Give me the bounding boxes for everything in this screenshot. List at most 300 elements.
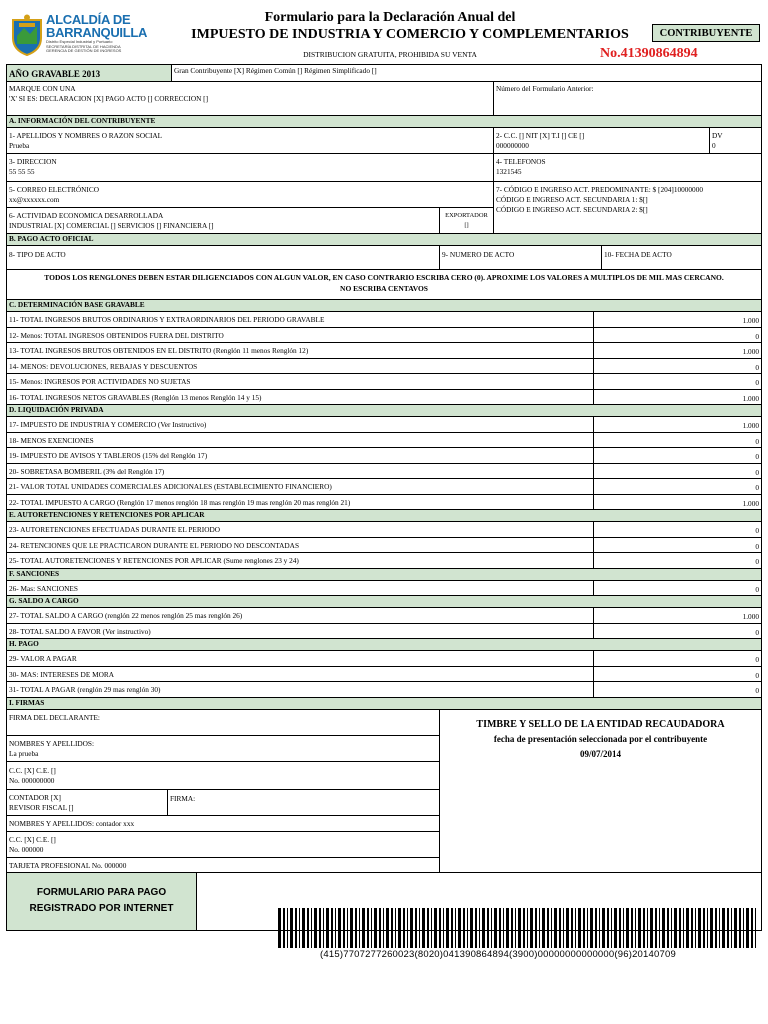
act-type: 8- TIPO DE ACTO: [9, 250, 66, 259]
exporter-value: []: [464, 222, 469, 229]
line-item-label: 11- TOTAL INGRESOS BRUTOS ORDINARIOS Y EXTRAORDINARIOS DEL PERIODO GRAVABLE: [9, 315, 325, 324]
line-item-value-cell: [593, 495, 761, 510]
barcode-bar: [667, 908, 669, 948]
barcode-bar: [554, 908, 557, 948]
secondary-activity-code-2: CÓDIGO E INGRESO ACT. SECUNDARIA 2: $[]: [496, 205, 648, 214]
regimen-options: Gran Contribuyente [X] Régimen Común [] Régimen Simplificado []: [171, 65, 761, 81]
id-value: 000000000: [496, 141, 529, 150]
instructions-notice: [6, 270, 762, 300]
address-phone-row: [6, 154, 762, 182]
barcode-bar: [539, 908, 540, 948]
distribution-notice: DISTRIBUCION GRATUITA, PROHIBIDA SU VENTA: [303, 50, 477, 59]
declaration-type: [7, 82, 493, 115]
accountant-role: [7, 790, 167, 816]
declaration-options: 'X' SI ES: DECLARACION [X] PAGO ACTO [] CORRECCION []: [9, 94, 209, 103]
barcode-bar: [326, 908, 329, 948]
accountant-id-number: No. 000000: [9, 844, 44, 854]
verification-digit: [709, 128, 761, 153]
accountant-id: [7, 832, 439, 858]
line-item-value-cell: [593, 343, 761, 358]
internet-payment-box: [7, 873, 197, 930]
declarant-name: [7, 736, 439, 762]
barcode-bar: [695, 908, 696, 948]
barcode-bar: [470, 908, 473, 948]
line-item-value-cell: [593, 682, 761, 697]
barcode-bar: [391, 908, 393, 948]
barcode-bar: [323, 908, 324, 948]
id-label: 2- C.C. [] NIT [X] T.I [] CE []: [496, 131, 585, 140]
barcode-bar: [403, 908, 405, 948]
barcode-bar: [727, 908, 729, 948]
dv-value: 0: [712, 141, 716, 150]
professional-card: TARJETA PROFESIONAL No. 000000: [9, 860, 127, 870]
barcode-number: (415)7707277260023(8020)041390864894(3900)00000000000000(96)20140709: [320, 949, 676, 960]
barcode-bar: [482, 908, 485, 948]
barcode-bar: [299, 908, 300, 948]
line-item-value-cell: [593, 417, 761, 432]
barcode-bar: [623, 908, 624, 948]
barcode-bar: [283, 908, 285, 948]
barcode-bar: [655, 908, 657, 948]
barcode-bar: [674, 908, 677, 948]
barcode-bar: [407, 908, 408, 948]
name-label: 1- APELLIDOS Y NOMBRES O RAZON SOCIAL: [9, 131, 163, 140]
section-d-rows: [6, 417, 762, 510]
line-item-label: 24- RETENCIONES QUE LE PRACTICARON DURANTE EL PERIODO NO DESCONTADAS: [9, 540, 300, 550]
barcode-bar: [491, 908, 492, 948]
line-item-value: 0: [755, 557, 759, 566]
line-item-value-cell: [593, 538, 761, 553]
barcode-bar: [715, 908, 717, 948]
barcode-bar: [698, 908, 701, 948]
internet-payment-line2: REGISTRADO POR INTERNET: [29, 902, 174, 914]
phone-label: 4- TELEFONOS: [496, 157, 546, 166]
barcode-bar: [410, 908, 413, 948]
activity-label: 6- ACTIVIDAD ECONOMICA DESARROLLADA: [9, 211, 164, 220]
line-item-value: 0: [755, 627, 759, 637]
line-item-row: [6, 328, 762, 344]
barcode-bar: [331, 908, 333, 948]
barcode-bar: [683, 908, 684, 948]
line-item-value-cell: [593, 522, 761, 537]
line-item-row: [6, 343, 762, 359]
barcode-bar: [427, 908, 429, 948]
line-item-value: 0: [755, 467, 759, 477]
line-item-value: 0: [755, 483, 759, 492]
barcode-bar: [487, 908, 489, 948]
barcode-bar: [278, 908, 281, 948]
form-number: No.41390864894: [600, 46, 698, 61]
line-item-label: 28- TOTAL SALDO A FAVOR (Ver instructivo): [9, 626, 151, 636]
barcode-bar: [679, 908, 681, 948]
barcode-bar: [566, 908, 569, 948]
line-item-label: 26- Mas: SANCIONES: [9, 583, 78, 593]
line-item-label: 30- MAS: INTERESES DE MORA: [9, 669, 114, 679]
barcode-bar: [319, 908, 321, 948]
barcode-bar: [367, 908, 369, 948]
email-label: 5- CORREO ELECTRÓNICO: [9, 185, 99, 194]
barcode-bar: [734, 908, 737, 948]
address: [7, 154, 493, 181]
stamp-subtitle: fecha de presentación seleccionada por el contribuyente: [493, 733, 708, 744]
line-item-value-cell: [593, 667, 761, 682]
line-item-row: [6, 374, 762, 390]
barcode-icon: [278, 908, 762, 948]
contribuyente-badge: CONTRIBUYENTE: [652, 24, 760, 42]
accountant-id-type: C.C. [X] C.E. []: [9, 834, 56, 844]
logo-subtitle-3: GERENCIA DE GESTIÓN DE INGRESOS: [46, 48, 122, 54]
section-i-header: I. FIRMAS: [6, 698, 762, 710]
line-item-value-cell: [593, 464, 761, 479]
barcode-bar: [383, 908, 384, 948]
section-h-rows: [6, 651, 762, 698]
email-value: xx@xxxxxx.com: [9, 195, 60, 204]
line-item-label: 27- TOTAL SALDO A CARGO (renglón 22 menos renglón 25 mas renglón 26): [9, 611, 243, 620]
barcode-bar: [463, 908, 465, 948]
barcode-bar: [587, 908, 588, 948]
barcode-bar: [635, 908, 636, 948]
form-title-line1: Formulario para la Declaración Anual del: [264, 10, 516, 25]
line-item-value: 0: [755, 541, 759, 551]
main-activity-code: 7- CÓDIGO E INGRESO ACT. PREDOMINANTE: $ [204]10000000: [496, 185, 704, 194]
barcode-bar: [343, 908, 345, 948]
line-item-value: 1.000: [742, 612, 759, 621]
barcode-bar: [395, 908, 396, 948]
barcode-bar: [451, 908, 453, 948]
barcode-bar: [710, 908, 713, 948]
barcode-bar: [575, 908, 576, 948]
barcode-bar: [743, 908, 744, 948]
section-d-header: D. LIQUIDACIÓN PRIVADA: [6, 405, 762, 417]
email: [7, 182, 493, 208]
address-label: 3- DIRECCION: [9, 157, 57, 166]
declarant-name-label: NOMBRES Y APELLIDOS:: [9, 738, 95, 748]
barcode-bar: [647, 908, 648, 948]
logo-title-line1: ALCALDÍA DE: [46, 12, 131, 27]
barcode-bar: [719, 908, 720, 948]
barcode-bar: [607, 908, 609, 948]
section-e-rows: [6, 522, 762, 569]
section-f-header: F. SANCIONES: [6, 569, 762, 581]
dv-label: DV: [712, 131, 723, 140]
phone: [493, 154, 761, 181]
line-item-value-cell: [593, 448, 761, 463]
previous-form-number: Número del Formulario Anterior:: [493, 82, 761, 115]
barcode-bar: [386, 908, 389, 948]
barcode-bar: [578, 908, 581, 948]
section-f-rows: [6, 581, 762, 597]
barcode-bar: [355, 908, 357, 948]
line-item-row: [6, 651, 762, 667]
line-item-value: 0: [755, 331, 759, 341]
barcode-bar: [626, 908, 629, 948]
address-value: 55 55 55: [9, 167, 35, 176]
barcode-bar: [398, 908, 401, 948]
fiscal-auditor-option: REVISOR FISCAL []: [9, 802, 74, 812]
barcode-bar: [707, 908, 708, 948]
email-activity-row: [6, 182, 762, 234]
declarant-name-value: La prueba: [9, 748, 39, 758]
barcode-bar: [643, 908, 645, 948]
barcode-bar: [571, 908, 573, 948]
line-item-row: [6, 479, 762, 495]
barcode-bar: [359, 908, 360, 948]
logo-subtitle: [46, 40, 121, 54]
barcode-bar: [479, 908, 480, 948]
barcode-bar: [290, 908, 293, 948]
barcode-bar: [434, 908, 437, 948]
line-item-label: 12- Menos: TOTAL INGRESOS OBTENIDOS FUERA DEL DISTRITO: [9, 330, 224, 340]
section-a-header: A. INFORMACIÓN DEL CONTRIBUYENTE: [6, 116, 762, 128]
alcaldia-logo: [10, 12, 148, 58]
barcode-bar: [691, 908, 693, 948]
barcode-bar: [551, 908, 552, 948]
barcode-bar: [535, 908, 537, 948]
line-item-value-cell: [593, 390, 761, 405]
barcode-bar: [511, 908, 513, 948]
barcode-bar: [659, 908, 660, 948]
line-item-label: 20- SOBRETASA BOMBERIL (3% del Renglón 17): [9, 466, 165, 476]
barcode-bar: [475, 908, 477, 948]
line-item-value: 1.000: [742, 347, 759, 356]
line-item-value: 0: [755, 378, 759, 387]
taxpayer-name: [7, 128, 493, 153]
line-item-label: 13- TOTAL INGRESOS BRUTOS OBTENIDOS EN EL DISTRITO (Renglón 11 menos Renglón 12): [9, 346, 309, 355]
barcode-bar: [307, 908, 309, 948]
line-item-value: 0: [755, 584, 759, 594]
taxpayer-id: [493, 128, 709, 153]
section-h-header: H. PAGO: [6, 639, 762, 651]
section-g-header: G. SALDO A CARGO: [6, 596, 762, 608]
barcode-bar: [638, 908, 641, 948]
economic-activity: [7, 208, 439, 233]
declaration-form: [6, 64, 762, 931]
line-item-label: 19- IMPUESTO DE AVISOS Y TABLEROS (15% del Renglón 17): [9, 451, 208, 460]
internet-payment-line1: FORMULARIO PARA PAGO: [36, 886, 167, 898]
line-item-row: [6, 448, 762, 464]
barcode-bar: [686, 908, 689, 948]
line-item-row: [6, 433, 762, 449]
line-item-row: [6, 522, 762, 538]
line-item-label: 15- Menos: INGRESOS POR ACTIVIDADES NO SUJETAS: [9, 377, 191, 386]
logo-subtitle-2: SECRETARÍA DISTRITAL DE HACIENDA: [46, 43, 121, 49]
line-item-row: [6, 464, 762, 480]
section-e-header: E. AUTORETENCIONES Y RETENCIONES POR APLICAR: [6, 510, 762, 522]
section-c-header: C. DETERMINACIÓN BASE GRAVABLE: [6, 300, 762, 312]
line-item-label: 31- TOTAL A PAGAR (renglón 29 mas renglón 30): [9, 685, 161, 694]
line-item-label: 22- TOTAL IMPUESTO A CARGO (Renglón 17 menos renglón 18 mas renglón 19 mas renglón 20 mas renglón 21): [9, 497, 351, 507]
mark-instruction: MARQUE CON UNA: [9, 84, 76, 93]
secondary-activity-code-1: CÓDIGO E INGRESO ACT. SECUNDARIA 1: $[]: [496, 195, 648, 204]
line-item-row: [6, 624, 762, 640]
accountant-signature: FIRMA:: [167, 790, 439, 816]
collection-stamp: [439, 710, 761, 872]
line-item-value: 1.000: [742, 393, 759, 403]
barcode-bar: [374, 908, 377, 948]
barcode-bar: [722, 908, 725, 948]
barcode-bar: [422, 908, 425, 948]
line-item-label: 25- TOTAL AUTORETENCIONES Y RETENCIONES POR APLICAR (Sume renglones 23 y 24): [9, 556, 299, 565]
barcode-bar: [590, 908, 593, 948]
line-item-value: 0: [755, 362, 759, 372]
barcode-bar: [431, 908, 432, 948]
act-date: 10- FECHA DE ACTO: [601, 246, 761, 269]
barcode-bar: [455, 908, 456, 948]
line-item-row: [6, 390, 762, 406]
line-item-row: [6, 581, 762, 597]
official-act-row: [6, 246, 762, 270]
barcode-bar: [662, 908, 665, 948]
line-item-row: [6, 359, 762, 375]
signatures-block: [6, 710, 762, 873]
barcode-bar: [347, 908, 348, 948]
barcode-bar: [559, 908, 561, 948]
form-title-line2: IMPUESTO DE INDUSTRIA Y COMERCIO Y COMPLEMENTARIOS: [191, 27, 629, 42]
notice-line1: TODOS LOS RENGLONES DEBEN ESTAR DILIGENCIADOS CON ALGUN VALOR, EN CASO CONTRARIO ESCRIBA CERO (0). APROXIME LOS VALORES A MULTIPLOS DE MIL MAS CERCANO.: [44, 273, 724, 282]
barcode-bar: [506, 908, 509, 948]
section-b-header: B. PAGO ACTO OFICIAL: [6, 234, 762, 246]
barcode-bar: [703, 908, 705, 948]
exporter-label: EXPORTADOR: [445, 212, 488, 219]
line-item-value-cell: [593, 479, 761, 494]
line-item-value: 0: [755, 526, 759, 535]
barcode-bar: [599, 908, 600, 948]
act-number: 9- NUMERO DE ACTO: [439, 246, 601, 269]
barcode-bar: [467, 908, 468, 948]
line-item-label: 18- MENOS EXENCIONES: [9, 435, 94, 445]
line-item-row: [6, 495, 762, 511]
barcode-bar: [563, 908, 564, 948]
line-item-label: 14- MENOS: DEVOLUCIONES, REBAJAS Y DESCUENTOS: [9, 361, 198, 371]
barcode-bar: [362, 908, 365, 948]
line-item-label: 23- AUTORETENCIONES EFECTUADAS DURANTE EL PERIODO: [9, 525, 220, 534]
barcode-bar: [614, 908, 617, 948]
declarant-id-type: C.C. [X] C.E. []: [9, 765, 56, 775]
line-item-label: 21- VALOR TOTAL UNIDADES COMERCIALES ADICIONALES (ESTABLECIMIENTO FINANCIERO): [9, 482, 332, 491]
notice-line2: NO ESCRIBA CENTAVOS: [340, 284, 428, 293]
barcode-bar: [494, 908, 497, 948]
line-item-row: [6, 312, 762, 328]
barcode-bar: [671, 908, 672, 948]
line-item-value-cell: [593, 624, 761, 639]
line-item-value-cell: [593, 651, 761, 666]
declarant-signature: FIRMA DEL DECLARANTE:: [7, 710, 439, 736]
barcode-bar: [631, 908, 633, 948]
accountant-option: CONTADOR [X]: [9, 792, 61, 802]
barcode-bar: [602, 908, 605, 948]
line-item-value: 0: [755, 655, 759, 664]
declarant-id-number: No. 000000000: [9, 775, 55, 785]
activity-options: INDUSTRIAL [X] COMERCIAL [] SERVICIOS [] FINANCIERA []: [9, 221, 214, 230]
line-item-value-cell: [593, 359, 761, 374]
line-item-row: [6, 667, 762, 683]
line-item-value: 0: [755, 452, 759, 461]
line-item-value: 0: [755, 670, 759, 680]
barcode-bar: [518, 908, 521, 948]
line-item-value-cell: [593, 608, 761, 623]
line-item-row: [6, 682, 762, 698]
barcode-bar: [739, 908, 741, 948]
barcode-bar: [458, 908, 461, 948]
barcode-bar: [311, 908, 312, 948]
barcode-bar: [746, 908, 749, 948]
barcode-bar: [439, 908, 441, 948]
declaration-type-row: [6, 82, 762, 116]
line-item-value-cell: [593, 328, 761, 343]
section-c-rows: [6, 312, 762, 405]
barcode-bar: [338, 908, 341, 948]
line-item-row: [6, 553, 762, 569]
barcode-bar: [650, 908, 653, 948]
barcode-bar: [542, 908, 545, 948]
line-item-value: 0: [755, 436, 759, 446]
phone-value: 1321545: [496, 167, 522, 176]
line-item-value-cell: [593, 581, 761, 596]
line-item-label: 17- IMPUESTO DE INDUSTRIA Y COMERCIO (Ver Instructivo): [9, 420, 207, 429]
barcode-bar: [503, 908, 504, 948]
barcode-bar: [523, 908, 525, 948]
barcode-bar: [611, 908, 612, 948]
barcode-bar: [419, 908, 420, 948]
barcode-bar: [302, 908, 305, 948]
year-row: [6, 64, 762, 82]
line-item-value: 1.000: [742, 498, 759, 508]
name-id-row: [6, 128, 762, 154]
barcode-bar: [595, 908, 597, 948]
logo-title-line2: BARRANQUILLA: [46, 25, 148, 40]
barcode-bar: [314, 908, 317, 948]
barcode-bar: [751, 908, 753, 948]
barcode-bar: [371, 908, 372, 948]
line-item-value: 1.000: [742, 316, 759, 325]
line-item-row: [6, 538, 762, 554]
line-item-row: [6, 608, 762, 624]
line-item-label: 29- VALOR A PAGAR: [9, 654, 77, 663]
stamp-date: 09/07/2014: [579, 748, 621, 759]
logo-subtitle-1: Distrito Especial Industrial y Portuario: [46, 39, 113, 44]
barcode-bar: [731, 908, 732, 948]
line-item-value-cell: [593, 312, 761, 327]
barcode-bar: [527, 908, 528, 948]
line-item-value: 1.000: [742, 421, 759, 430]
barcode-bar: [619, 908, 621, 948]
declarant-id: [7, 762, 439, 790]
line-item-value-cell: [593, 433, 761, 448]
barcode-bar: [287, 908, 288, 948]
line-item-row: [6, 417, 762, 433]
barcode-bar: [547, 908, 549, 948]
exporter: [439, 208, 493, 233]
line-item-value-cell: [593, 553, 761, 568]
barcode-bar: [415, 908, 417, 948]
accountant-name: NOMBRES Y APELLIDOS: contador xxx: [7, 816, 439, 832]
barcode-bar: [515, 908, 516, 948]
barcode-bar: [499, 908, 501, 948]
barcode-bar: [335, 908, 336, 948]
name-value: Prueba: [9, 141, 30, 150]
barcode-bar: [530, 908, 533, 948]
barcode-bar: [350, 908, 353, 948]
barcode-bar: [379, 908, 381, 948]
taxable-year: AÑO GRAVABLE 2013: [7, 65, 171, 81]
line-item-label: 16- TOTAL INGRESOS NETOS GRAVABLES (Renglón 13 menos Renglón 14 y 15): [9, 392, 262, 402]
stamp-title: TIMBRE Y SELLO DE LA ENTIDAD RECAUDADORA: [476, 718, 725, 730]
barcode-bar: [443, 908, 444, 948]
barcode-bar: [295, 908, 297, 948]
barcode-bar: [583, 908, 585, 948]
barcode-bar: [755, 908, 756, 948]
section-g-rows: [6, 608, 762, 639]
